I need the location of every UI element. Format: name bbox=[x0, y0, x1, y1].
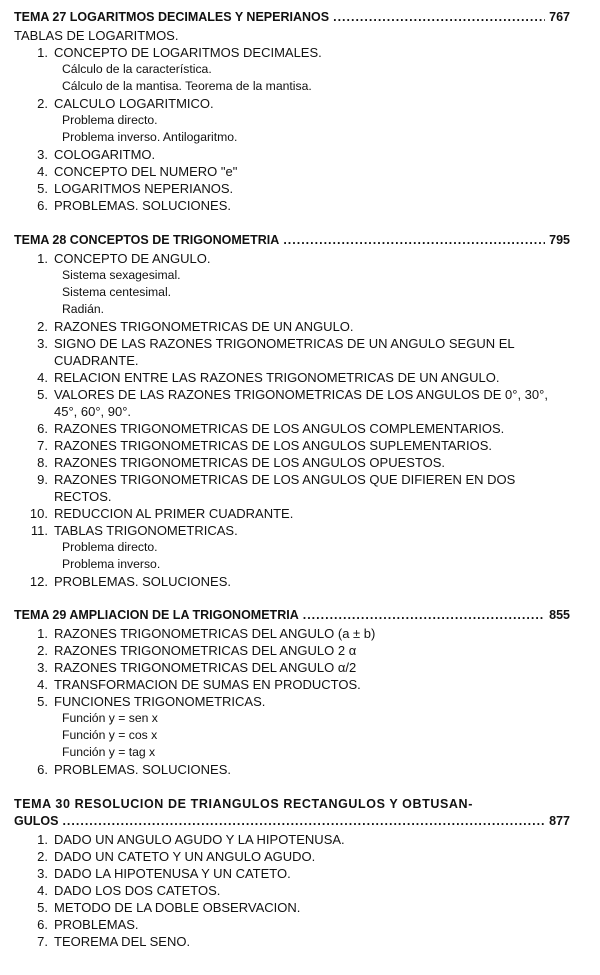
sub-item: Problema inverso. Antilogaritmo. bbox=[62, 130, 238, 144]
page-number: 767 bbox=[549, 10, 570, 24]
page-number: 877 bbox=[549, 813, 570, 828]
item-text: RAZONES TRIGONOMETRICAS DEL ANGULO (a ± b) bbox=[54, 626, 376, 641]
toc-item bbox=[14, 761, 570, 778]
item-text: TEOREMA DEL SENO. bbox=[54, 933, 191, 949]
item-text: CONCEPTO DE LOGARITMOS DECIMALES. bbox=[54, 45, 322, 60]
item-text: REDUCCION AL PRIMER CUADRANTE. bbox=[54, 505, 294, 521]
item-number: 6. bbox=[37, 198, 48, 213]
toc-item bbox=[14, 146, 570, 163]
item-text: DADO UN CATETO Y UN ANGULO AGUDO. bbox=[54, 848, 316, 864]
sub-item: Problema directo. bbox=[62, 113, 158, 127]
section-header bbox=[14, 608, 570, 625]
item-number: 1. bbox=[37, 250, 48, 266]
toc-item bbox=[14, 916, 570, 933]
toc-item bbox=[14, 180, 570, 197]
toc-item bbox=[14, 848, 570, 865]
toc-item bbox=[14, 454, 570, 471]
item-text: CONCEPTO DEL NUMERO "e" bbox=[54, 164, 238, 179]
section-tema-30 bbox=[14, 797, 570, 950]
toc-item bbox=[14, 831, 570, 848]
item-number: 3. bbox=[37, 335, 48, 351]
item-number: 1. bbox=[37, 45, 48, 60]
dot-leader bbox=[333, 10, 545, 24]
item-number: 5. bbox=[37, 694, 48, 709]
toc-item bbox=[14, 899, 570, 916]
dot-leader bbox=[303, 608, 545, 622]
item-text: PROBLEMAS. SOLUCIONES. bbox=[54, 198, 231, 213]
item-number: 3. bbox=[37, 147, 48, 162]
item-text: VALORES DE LAS RAZONES TRIGONOMETRICAS DE LOS ANGULOS DE 0°, 30°, 45°, 60°, 90°. bbox=[54, 386, 548, 419]
item-number: 1. bbox=[37, 626, 48, 641]
item-text: CALCULO LOGARITMICO. bbox=[54, 96, 214, 111]
toc-item bbox=[14, 933, 570, 950]
item-number: 4. bbox=[37, 882, 48, 898]
toc-item bbox=[14, 505, 570, 522]
section-intro: TABLAS DE LOGARITMOS. bbox=[14, 28, 179, 43]
item-number: 6. bbox=[37, 420, 48, 436]
toc-item bbox=[14, 642, 570, 659]
item-number: 5. bbox=[37, 181, 48, 196]
item-number: 6. bbox=[37, 762, 48, 777]
toc-item bbox=[14, 522, 570, 539]
item-text: RELACION ENTRE LAS RAZONES TRIGONOMETRICAS DE UN ANGULO. bbox=[54, 369, 500, 385]
item-text: SIGNO DE LAS RAZONES TRIGONOMETRICAS DE UN ANGULO SEGUN EL CUADRANTE. bbox=[54, 335, 515, 368]
section-tema-28 bbox=[14, 233, 570, 590]
toc-item bbox=[14, 437, 570, 454]
sub-item: Función y = tag x bbox=[62, 745, 156, 759]
toc-item bbox=[14, 882, 570, 899]
toc-item bbox=[14, 163, 570, 180]
item-number: 8. bbox=[37, 454, 48, 470]
sub-item: Problema inverso. bbox=[62, 556, 161, 571]
item-number: 9. bbox=[37, 471, 48, 487]
toc-item bbox=[14, 335, 570, 369]
item-text: RAZONES TRIGONOMETRICAS DE LOS ANGULOS COMPLEMENTARIOS. bbox=[54, 420, 505, 436]
toc-item bbox=[14, 676, 570, 693]
section-tema-29 bbox=[14, 608, 570, 778]
dot-leader bbox=[62, 814, 545, 828]
toc-item bbox=[14, 95, 570, 112]
item-number: 7. bbox=[37, 437, 48, 453]
item-number: 7. bbox=[37, 933, 48, 949]
toc-item bbox=[14, 659, 570, 676]
item-text: PROBLEMAS. bbox=[54, 916, 139, 932]
toc-item bbox=[14, 44, 570, 61]
item-text: METODO DE LA DOBLE OBSERVACION. bbox=[54, 899, 301, 915]
section-header bbox=[14, 814, 570, 831]
item-number: 2. bbox=[37, 96, 48, 111]
section-title: TEMA 30 RESOLUCION DE TRIANGULOS RECTANGULOS Y OBTUSAN- bbox=[14, 796, 473, 811]
item-text: DADO UN ANGULO AGUDO Y LA HIPOTENUSA. bbox=[54, 831, 345, 847]
toc-item bbox=[14, 318, 570, 335]
item-number: 12. bbox=[29, 573, 48, 589]
item-number: 11. bbox=[30, 522, 48, 538]
toc-item bbox=[14, 573, 570, 590]
item-text: RAZONES TRIGONOMETRICAS DEL ANGULO α/2 bbox=[54, 660, 357, 675]
item-text: RAZONES TRIGONOMETRICAS DEL ANGULO 2 α bbox=[54, 643, 357, 658]
toc-item bbox=[14, 865, 570, 882]
item-text: RAZONES TRIGONOMETRICAS DE LOS ANGULOS QUE DIFIEREN EN DOS RECTOS. bbox=[54, 471, 516, 504]
sub-item: Problema directo. bbox=[62, 539, 158, 554]
item-number: 4. bbox=[37, 369, 48, 385]
toc-item bbox=[14, 625, 570, 642]
item-text: COLOGARITMO. bbox=[54, 147, 156, 162]
page-number: 855 bbox=[549, 608, 570, 622]
item-number: 2. bbox=[37, 643, 48, 658]
item-text: TABLAS TRIGONOMETRICAS. bbox=[54, 522, 238, 538]
item-number: 10. bbox=[29, 505, 48, 521]
section-title: TEMA 28 CONCEPTOS DE TRIGONOMETRIA bbox=[14, 232, 280, 247]
sub-item: Función y = sen x bbox=[62, 711, 158, 725]
section-tema-27 bbox=[14, 10, 570, 214]
item-number: 4. bbox=[37, 677, 48, 692]
sub-item: Cálculo de la característica. bbox=[62, 62, 212, 76]
toc-item bbox=[14, 250, 570, 267]
item-number: 3. bbox=[37, 660, 48, 675]
item-text: PROBLEMAS. SOLUCIONES. bbox=[54, 762, 231, 777]
item-number: 3. bbox=[37, 865, 48, 881]
item-number: 2. bbox=[37, 318, 48, 334]
section-header bbox=[14, 10, 570, 27]
toc-item bbox=[14, 420, 570, 437]
item-text: LOGARITMOS NEPERIANOS. bbox=[54, 181, 234, 196]
section-title-continuation: GULOS bbox=[14, 813, 59, 828]
item-text: RAZONES TRIGONOMETRICAS DE UN ANGULO. bbox=[54, 318, 354, 334]
item-text: PROBLEMAS. SOLUCIONES. bbox=[54, 573, 231, 589]
sub-item: Cálculo de la mantisa. Teorema de la mantisa. bbox=[62, 79, 312, 93]
item-text: RAZONES TRIGONOMETRICAS DE LOS ANGULOS SUPLEMENTARIOS. bbox=[54, 437, 492, 453]
page-number: 795 bbox=[549, 232, 570, 247]
section-title: TEMA 27 LOGARITMOS DECIMALES Y NEPERIANOS bbox=[14, 10, 330, 24]
sub-item: Función y = cos x bbox=[62, 728, 158, 742]
toc-item bbox=[14, 693, 570, 710]
item-text: RAZONES TRIGONOMETRICAS DE LOS ANGULOS OPUESTOS. bbox=[54, 454, 446, 470]
section-header bbox=[14, 233, 570, 250]
item-text: FUNCIONES TRIGONOMETRICAS. bbox=[54, 694, 266, 709]
item-number: 4. bbox=[37, 164, 48, 179]
item-number: 2. bbox=[37, 848, 48, 864]
toc-item bbox=[14, 197, 570, 214]
sub-item: Radián. bbox=[62, 301, 105, 316]
item-text: DADO LOS DOS CATETOS. bbox=[54, 882, 221, 898]
item-number: 6. bbox=[37, 916, 48, 932]
toc-item bbox=[14, 471, 570, 505]
section-title: TEMA 29 AMPLIACION DE LA TRIGONOMETRIA bbox=[14, 608, 299, 622]
sub-item: Sistema centesimal. bbox=[62, 284, 172, 299]
item-number: 5. bbox=[37, 899, 48, 915]
dot-leader bbox=[283, 233, 545, 247]
item-number: 5. bbox=[37, 386, 48, 402]
toc-item bbox=[14, 386, 570, 420]
item-number: 1. bbox=[37, 831, 48, 847]
toc-item bbox=[14, 369, 570, 386]
sub-item: Sistema sexagesimal. bbox=[62, 267, 181, 282]
item-text: TRANSFORMACION DE SUMAS EN PRODUCTOS. bbox=[54, 677, 361, 692]
item-text: DADO LA HIPOTENUSA Y UN CATETO. bbox=[54, 865, 291, 881]
item-text: CONCEPTO DE ANGULO. bbox=[54, 250, 211, 266]
